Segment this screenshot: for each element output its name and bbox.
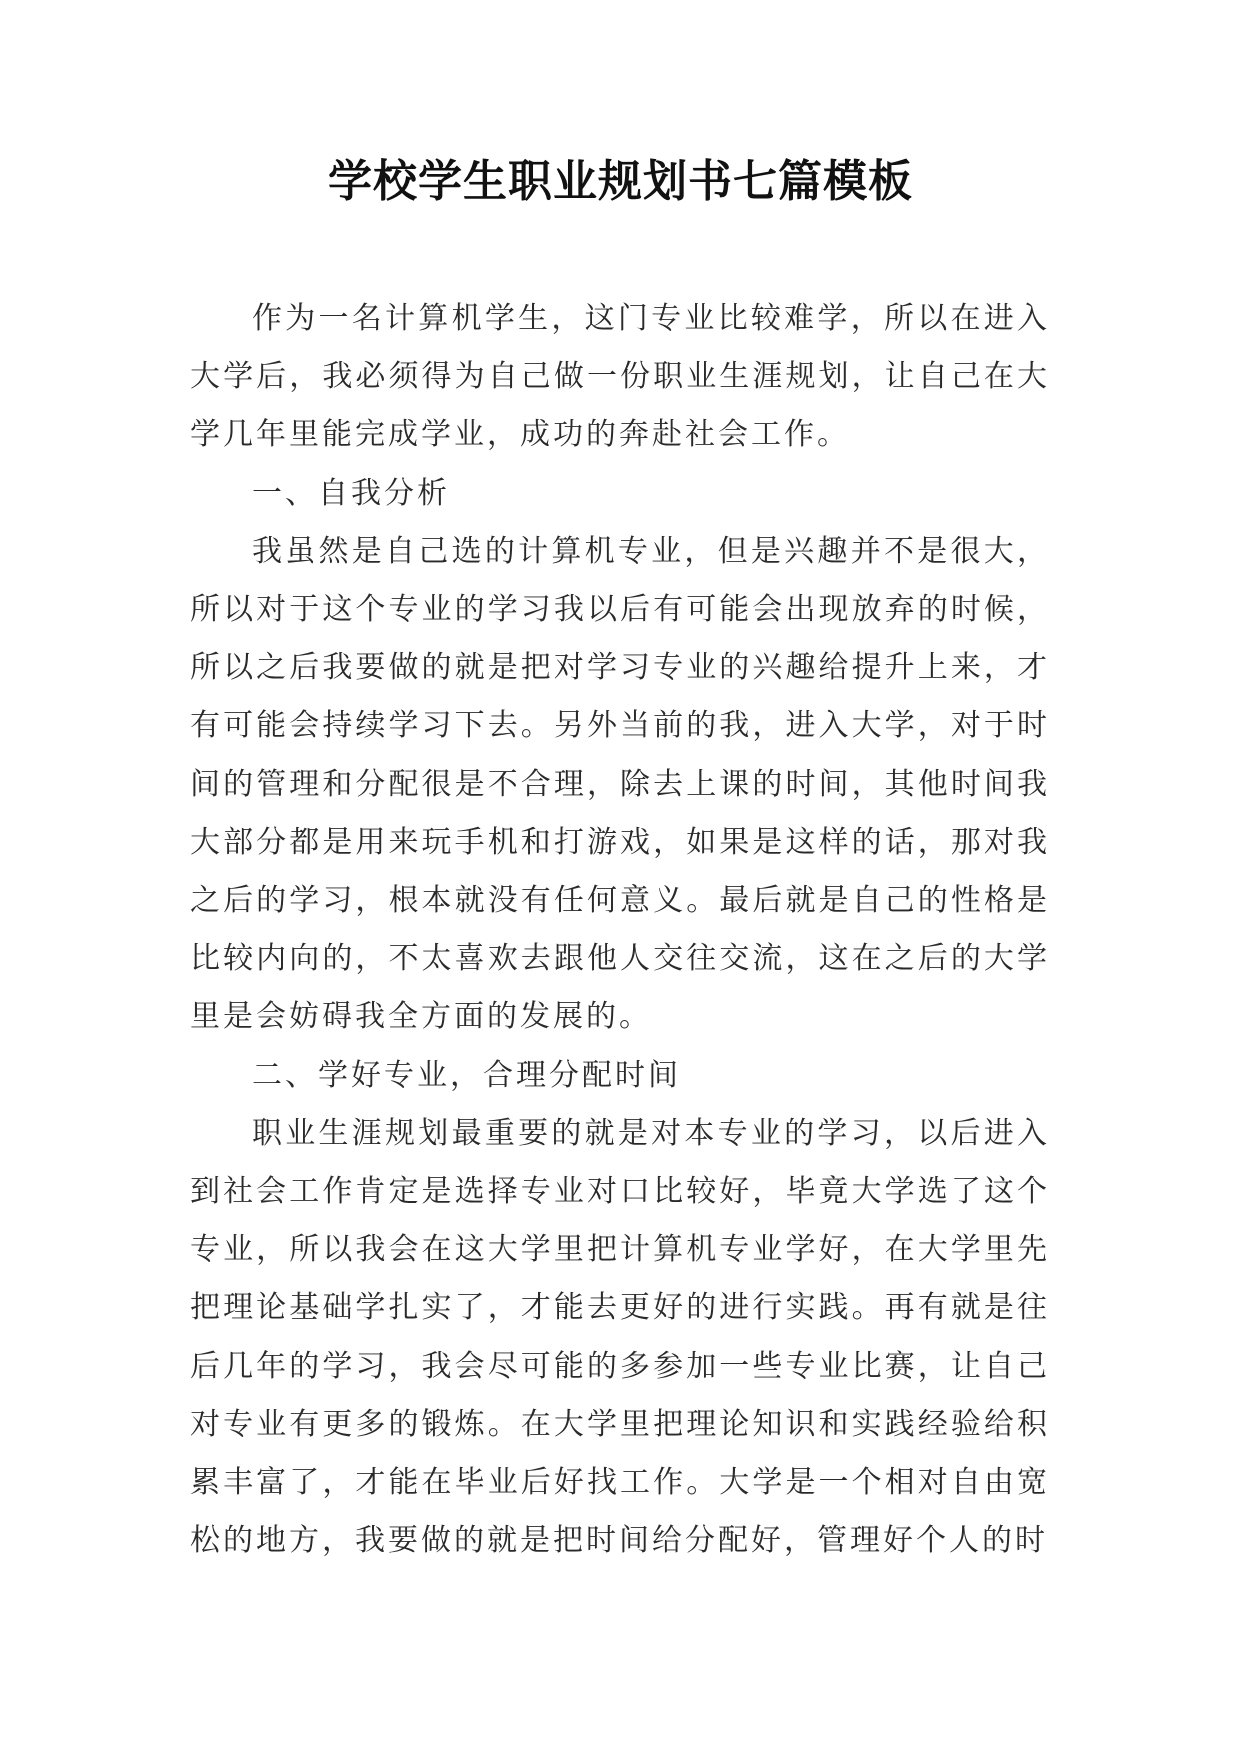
- self-analysis-paragraph: 我虽然是自己选的计算机专业，但是兴趣并不是很大，所以对于这个专业的学习我以后有可能会出现放弃的时候，所以之后我要做的就是把对学习专业的兴趣给提升上来，才有可能会持续学习下去。另外当前的我，进入大学，对于时间的管理和分配很是不合理，除去上课的时间，其他时间我大部分都是用来玩手机和打游戏，如果是这样的话，那对我之后的学习，根本就没有任何意义。最后就是自己的性格是比较内向的，不太喜欢去跟他人交往交流，这在之后的大学里是会妨碍我全方面的发展的。: [190, 533, 1050, 1035]
- intro-paragraph: 作为一名计算机学生，这门专业比较难学，所以在进入大学后，我必须得为自己做一份职业生涯规划，让自己在大学几年里能完成学业，成功的奔赴社会工作。: [190, 301, 1050, 453]
- section-heading-self-analysis: 一、自我分析: [252, 475, 450, 511]
- document-body: [190, 290, 1050, 1570]
- page-title: 学校学生职业规划书七篇模板: [328, 156, 913, 207]
- section-heading-study-time: 二、学好专业，合理分配时间: [252, 1057, 681, 1093]
- study-time-paragraph: 职业生涯规划最重要的就是对本专业的学习，以后进入到社会工作肯定是选择专业对口比较好，毕竟大学选了这个专业，所以我会在这大学里把计算机专业学好，在大学里先把理论基础学扎实了，才能去更好的进行实践。再有就是往后几年的学习，我会尽可能的多参加一些专业比赛，让自己对专业有更多的锻炼。在大学里把理论知识和实践经验给积累丰富了，才能在毕业后好找工作。大学是一个相对自由宽松的地方，我要做的就是把时间给分配好，管理好个人的时: [190, 1115, 1050, 1559]
